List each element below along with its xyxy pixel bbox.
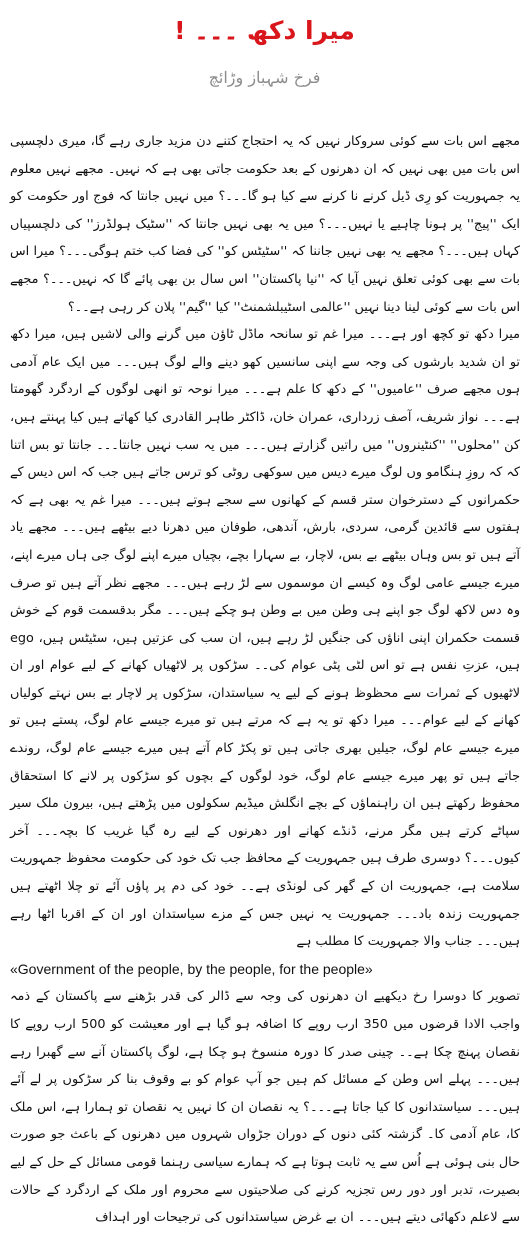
article-title: میرا دکھ ۔۔۔ ! bbox=[174, 16, 355, 45]
article-paragraph: میرا دکھ تو کچھ اور ہے۔۔۔ میرا غم تو سانحہ ماڈل ٹاؤن میں گرنے والی لاشیں ہیں، میرا دکھ تو ان شدید بارشوں کی وجہ سے اپنی سانسیں کھو دینے والے لوگ ہیں۔۔۔ میں ایک عام آدمی ہوں مجھے صرف ''عامیوں'' کے دکھ کا علم ہے۔۔۔ میرا نوحہ تو انھی لوگوں کے اردگرد گھومتا ہے۔۔۔ نواز شریف، آصف زرداری، عمران خان، ڈاکٹر طاہر القادری کیا کھاتے ہیں کیا پہنتے ہیں، کن ''محلوں'' ''کنٹینروں'' میں راتیں گزارتے ہیں۔۔۔ میں یہ سب نہیں جانتا۔۔۔ جانتا تو بس اتنا کہ کہ روزِ ہنگامو وں لوگ میرے دیس میں سوکھی روٹی کو ترس جاتے ہیں جب کہ اس دیس کے حکمرانوں کے دسترخوان ستر قسم کے کھانوں سے سجے ہوتے ہیں۔۔۔ میرا غم یہ بھی ہے کہ ہفتوں سے قائدین گرمی، سردی، بارش، آندھی، طوفان میں دھرنا دیے بیٹھے ہیں۔۔۔ مجھے یاد آتے ہیں تو بس وہاں بیٹھے بے بس، لاچار، بے سہارا بچے، بچیاں میرے اپنے لوگ جی ہاں میرے اپنے، میرے جیسے عامی لوگ وہ کیسے ان موسموں سے لڑ رہے ہیں۔۔۔ مجھے نظر آتے ہیں تو صرف وہ دس لاکھ لوگ جو اپنے ہی وطن میں بے وطن ہو چکے ہیں۔۔۔ مگر بدقسمت قوم کے خوش قسمت حکمران اپنی اناؤں کی جنگیں لڑ رہے ہیں، ان سب کی عزتیں ہیں، سٹیٹس ہیں، ego ہیں، عزتِ نفس ہے تو اس لٹی پٹی عوام کی۔۔ سڑکوں پر لاٹھیاں کھانے کے لیے عوام اور ان لاٹھیوں کے ثمرات سے محظوظ ہونے کے لیے یہ سیاستدان، سڑکوں پر لاچار بے بس نہتے کولیاں کھانے کے لیے عوام۔۔۔ میرا دکھ تو یہ ہے کہ مرتے ہیں تو میرے جیسے عام لوگ، پستے ہیں تو میرے جیسے عام لوگ، جیلیں بھری جاتی ہیں تو پکڑ کام آتے ہیں میرے جیسے عام لوگ، روندے جاتے ہیں تو پھر میرے جیسے عام لوگ، خود لوگوں کے بچوں کو سڑکوں پر لانے کا استحقاق محفوظ رکھتے ہیں ان راہنماؤں کے بچے انگلش میڈیم سکولوں میں پڑھتے ہیں، بیرون ملک سیر سپاٹے کرتے ہیں مگر مرنے، ڈنڈے کھانے اور دھرنوں کے لیے رہ گیا غریب کا بچہ۔۔۔ آخر کیوں۔۔۔؟ دوسری طرف ہیں جمہوریت کے محافظ جب تک خود کی حکومت محفوظ جمہوریت سلامت ہے، جمہوریت ان کے گھر کی لونڈی ہے۔۔ خود کی دم پر پاؤں آئے تو چلا اٹھتے ہیں جمہوریت زندہ باد۔۔۔ جمہوریت یہ نہیں جس کے مزے سیاستدان اور ان کے اقربا اٹھا رہے ہیں۔۔۔ جناب والا جمہوریت کا مطلب ہے bbox=[10, 327, 520, 950]
article-paragraph: مجھے اس بات سے کوئی سروکار نہیں کہ یہ احتجاج کتنے دن مزید جاری رہے گا، میری دلچسپی اس بات میں بھی نہیں کہ ان دھرنوں کے بعد حکومت جاتی بھی ہے کہ نہیں۔ مجھے نہیں معلوم یہ جمہوریت کو رِی ڈیل کرنے نا کرنے سے کیا ہو گا۔۔۔؟ میں نہیں جانتا کہ فوج اور حکومت کو ایک ''پیج'' پر ہونا چاہیے یا نہیں۔۔۔؟ میں یہ بھی نہیں جانتا کہ ''سٹیک ہولڈرز'' کی دلچسپیاں کہاں ہیں۔۔۔؟ مجھے یہ بھی نہیں جاننا کہ ''سٹیٹس کو'' کی فضا کب ختم ہوگی۔۔۔؟ میرا اس بات سے بھی کوئی تعلق نہیں آیا کہ ''نیا پاکستان'' اس سال بن بھی پائے گا کہ نہیں۔۔۔؟ مجھے اس بات سے کوئی لینا دینا نہیں ''عالمی اسٹیبلشمنٹ'' کیا ''گیم'' پلان کر رہی ہے۔۔؟ bbox=[10, 134, 520, 315]
english-quote: «Government of the people, by the people, for the people» bbox=[10, 960, 373, 977]
author-name: فرخ شہباز وڑائچ bbox=[208, 68, 321, 87]
article-paragraph: تصویر کا دوسرا رخ دیکھیے ان دھرنوں کی وجہ سے ڈالر کی قدر بڑھنے سے پاکستان کے ذمہ واجب الادا قرضوں میں 350 ارب روپے کا اضافہ ہو گیا ہے اور معیشت کو 500 ارب روپے کا نقصان پہنچ چکا ہے۔۔ چینی صدر کا دورہ منسوخ ہو چکا ہے، لوگ پاکستان آنے سے گھبرا رہے ہیں۔۔۔ پہلے اس وطن کے مسائل کم ہیں جو آپ عوام کو بے وقوف بنا کر سڑکوں پر لے آئے ہیں۔۔۔ سیاستدانوں کا کیا جاتا ہے۔۔۔؟ یہ نقصان ان کا نہیں یہ نقصان تو ہمارا ہے، اس ملک کا، عام آدمی کا۔ گزشتہ کئی دنوں کے دوران جڑواں شہروں میں دھرنوں کے باعث جو صورت حال بنی ہوئی ہے اُس سے یہ ثابت ہوتا ہے کہ ہمارے سیاسی رہنما قومی مسائل کے حل کے لیے بصیرت، تدبر اور دور رس تجزیہ کرنے کی صلاحیتوں سے محروم اور ملک کے اردگرد کے حالات سے لاعلم دکھائی دیتے ہیں۔۔۔ ان بے غرض سیاستدانوں کی ترجیحات اور اہداف bbox=[10, 989, 521, 1226]
article-body bbox=[10, 128, 520, 1232]
